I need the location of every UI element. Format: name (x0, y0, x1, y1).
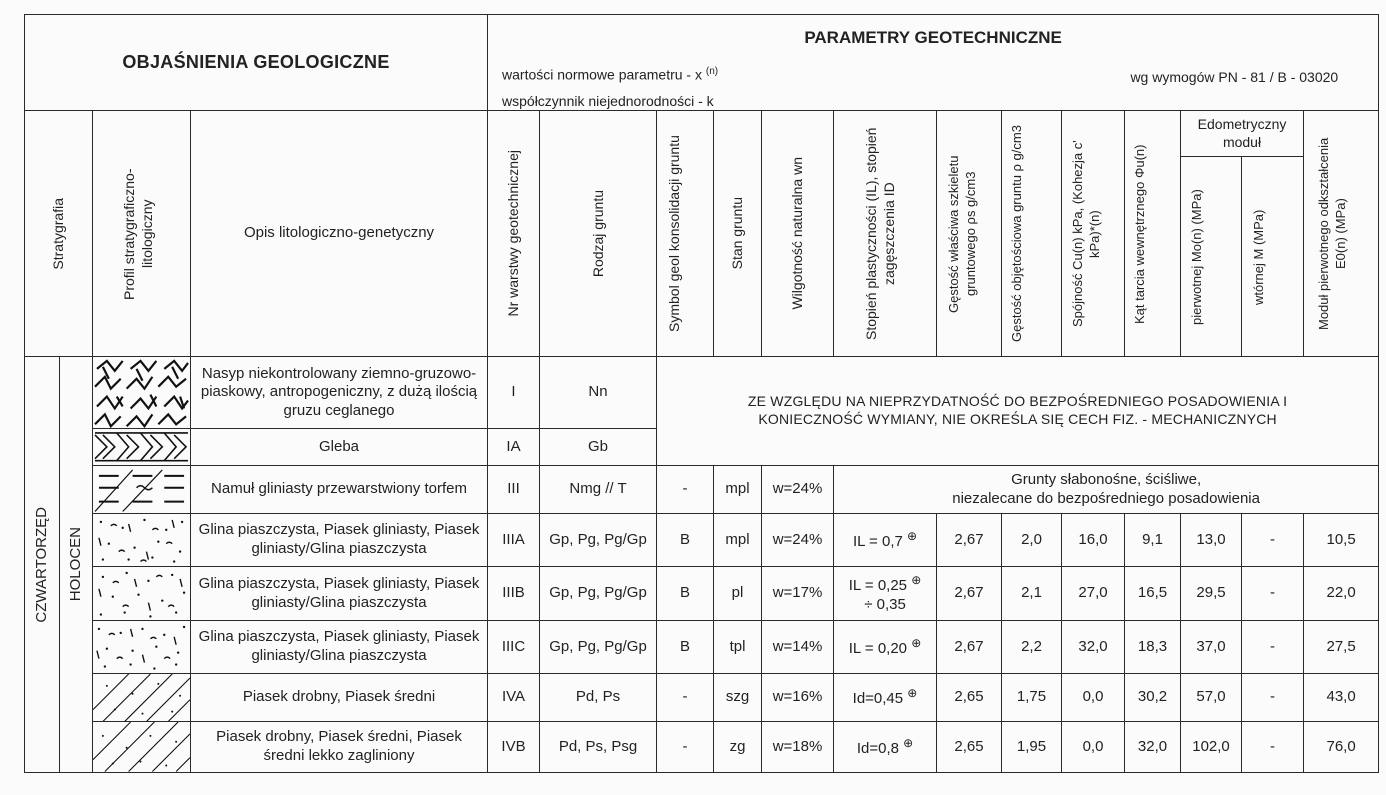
layer-description: Piasek drobny, Piasek średni (191, 673, 488, 722)
profile-pattern-silt-peat (93, 465, 191, 514)
friction-value: 16,5 (1125, 566, 1181, 620)
soil-state: pl (714, 566, 762, 620)
layer-description: Nasyp niekontrolowany ziemno-gruzowo-piaskowy, antropogeniczny, z dużą ilością gruzu ceglanego (191, 357, 488, 429)
column-header-row (25, 111, 1379, 157)
col-plasticity: Stopień plastyczności (IL), stopień zagęszczenia ID (834, 111, 937, 357)
density-s-value: 2,67 (937, 514, 1002, 566)
col-friction: Kąt tarcia wewnętrznego Φu(n) (1125, 111, 1181, 357)
profile-pattern-clay-sand (93, 621, 191, 673)
density-value: 1,95 (1002, 722, 1062, 772)
explanations-title: OBJAŚNIENIA GEOLOGICZNE (25, 15, 488, 111)
modulus-e0-value: 43,0 (1304, 673, 1379, 722)
friction-value: 9,1 (1125, 514, 1181, 566)
density-value: 2,0 (1002, 514, 1062, 566)
plasticity-value: IL = 0,20 ⊕ (834, 621, 937, 673)
consolidation-symbol: - (657, 673, 714, 722)
oplus-icon: ⊕ (907, 686, 918, 701)
layer-description: Glina piaszczysta, Piasek gliniasty, Piasek gliniasty/Glina piaszczysta (191, 566, 488, 620)
soil-type: Nn (540, 357, 657, 429)
layer-number: III (488, 465, 540, 514)
cohesion-value: 16,0 (1062, 514, 1125, 566)
fill-note: ZE WZGLĘDU NA NIEPRZYDATNOŚĆ DO BEZPOŚREDNIEGO POSADOWIENIA I KONIECZNOŚĆ WYMIANY, NIE OKREŚLA SIĘ CECH FIZ. - MECHANICZNYCH (657, 357, 1379, 466)
soil-type: Gp, Pg, Pg/Gp (540, 621, 657, 673)
layer-description: Piasek drobny, Piasek średni, Piasek średni lekko zagliniony (191, 722, 488, 772)
profile-pattern-clay-sand (93, 566, 191, 620)
profile-pattern-fill (93, 357, 191, 429)
modulus-e0-value: 10,5 (1304, 514, 1379, 566)
col-description: Opis litologiczno-genetyczny (191, 111, 488, 357)
table-row (25, 465, 1379, 514)
plasticity-value: Id=0,8 ⊕ (834, 722, 937, 772)
moisture-value: w=18% (762, 722, 834, 772)
table-row (25, 357, 1379, 429)
layer-number: IA (488, 429, 540, 466)
profile-pattern-sand (93, 722, 191, 772)
friction-value: 32,0 (1125, 722, 1181, 772)
oplus-icon: ⊕ (903, 735, 914, 750)
table-row (25, 673, 1379, 722)
parameters-title: PARAMETRY GEOTECHNICZNE (804, 28, 1062, 47)
normative-values-line: wartości normowe parametru - x $^{(n)}$ (502, 66, 719, 83)
soil-state: tpl (714, 621, 762, 673)
consolidation-symbol: B (657, 514, 714, 566)
friction-value: 30,2 (1125, 673, 1181, 722)
header-row (25, 15, 1379, 111)
moisture-value: w=16% (762, 673, 834, 722)
table-row (25, 722, 1379, 772)
oed-primary-value: 29,5 (1181, 566, 1242, 620)
col-state: Stan gruntu (714, 111, 762, 357)
col-modulus-e0: Moduł pierwotnego odkształcenia E0(n) (MPa) (1304, 111, 1379, 357)
col-cohesion: Spójność Cu(n) kPa, (Kohezja c' kPa)*(n) (1062, 111, 1125, 357)
plasticity-value: IL = 0,25 ⊕ ÷ 0,35 (834, 566, 937, 620)
oed-primary-value: 57,0 (1181, 673, 1242, 722)
oplus-icon: ⊕ (911, 572, 922, 587)
layer-description: Glina piaszczysta, Piasek gliniasty, Piasek gliniasty/Glina piaszczysta (191, 514, 488, 566)
oplus-icon: ⊕ (907, 528, 918, 543)
density-s-value: 2,65 (937, 673, 1002, 722)
density-value: 2,2 (1002, 621, 1062, 673)
soil-type: Nmg // T (540, 465, 657, 514)
heterogeneity-line: współczynnik niejednorodności - k (502, 93, 714, 109)
modulus-e0-value: 22,0 (1304, 566, 1379, 620)
density-value: 1,75 (1002, 673, 1062, 722)
consolidation-symbol: - (657, 465, 714, 514)
soil-type: Pd, Ps, Psg (540, 722, 657, 772)
oed-primary-value: 37,0 (1181, 621, 1242, 673)
soil-state: mpl (714, 465, 762, 514)
layer-number: I (488, 357, 540, 429)
parameters-header (488, 15, 1379, 111)
density-s-value: 2,67 (937, 621, 1002, 673)
col-soil-type: Rodzaj gruntu (540, 111, 657, 357)
moisture-value: w=14% (762, 621, 834, 673)
layer-number: IVA (488, 673, 540, 722)
epoch-cell: HOLOCEN (60, 357, 93, 773)
soil-state: zg (714, 722, 762, 772)
consolidation-symbol: - (657, 722, 714, 772)
col-oed-secondary: wtórnej M (MPa) (1242, 157, 1304, 357)
cohesion-value: 0,0 (1062, 673, 1125, 722)
soil-type: Pd, Ps (540, 673, 657, 722)
profile-pattern-clay-sand (93, 514, 191, 566)
col-stratigraphy: Stratygrafia (25, 111, 93, 357)
col-moisture: Wilgotność naturalna wn (762, 111, 834, 357)
profile-pattern-topsoil (93, 429, 191, 466)
layer-number: IIIC (488, 621, 540, 673)
col-layer-no: Nr warstwy geotechnicznej (488, 111, 540, 357)
oed-primary-value: 13,0 (1181, 514, 1242, 566)
soil-type: Gp, Pg, Pg/Gp (540, 514, 657, 566)
density-s-value: 2,65 (937, 722, 1002, 772)
moisture-value: w=24% (762, 514, 834, 566)
oed-secondary-value: - (1242, 673, 1304, 722)
col-density-s: Gęstość właściwa szkieletu gruntowego ρs g/cm3 (937, 111, 1002, 357)
modulus-e0-value: 76,0 (1304, 722, 1379, 772)
modulus-e0-value: 27,5 (1304, 621, 1379, 673)
oed-secondary-value: - (1242, 722, 1304, 772)
layer-number: IIIA (488, 514, 540, 566)
oed-secondary-value: - (1242, 514, 1304, 566)
layer-number: IIIB (488, 566, 540, 620)
profile-pattern-sand (93, 673, 191, 722)
col-density-bulk: Gęstość objętościowa gruntu ρ g/cm3 (1002, 111, 1062, 357)
oplus-icon: ⊕ (911, 635, 922, 650)
soil-type: Gb (540, 429, 657, 466)
oed-primary-value: 102,0 (1181, 722, 1242, 772)
layer-number: IVB (488, 722, 540, 772)
col-oed-primary: pierwotnej Mo(n) (MPa) (1181, 157, 1242, 357)
col-oedometric: Edometryczny moduł (1181, 111, 1304, 157)
table-row (25, 621, 1379, 673)
plasticity-value: Id=0,45 ⊕ (834, 673, 937, 722)
plasticity-value: IL = 0,7 ⊕ (834, 514, 937, 566)
col-profile: Profil stratygraficzno-litologiczny (93, 111, 191, 357)
soil-state: mpl (714, 514, 762, 566)
friction-value: 18,3 (1125, 621, 1181, 673)
moisture-value: w=24% (762, 465, 834, 514)
weak-soil-note: Grunty słabonośne, ściśliwe, niezalecane do bezpośredniego posadowienia (834, 465, 1379, 514)
cohesion-value: 27,0 (1062, 566, 1125, 620)
cohesion-value: 32,0 (1062, 621, 1125, 673)
soil-type: Gp, Pg, Pg/Gp (540, 566, 657, 620)
oed-secondary-value: - (1242, 566, 1304, 620)
table-row (25, 566, 1379, 620)
moisture-value: w=17% (762, 566, 834, 620)
cohesion-value: 0,0 (1062, 722, 1125, 772)
era-cell: CZWARTORZĘD (25, 357, 60, 773)
layer-description: Namuł gliniasty przewarstwiony torfem (191, 465, 488, 514)
layer-description: Glina piaszczysta, Piasek gliniasty, Piasek gliniasty/Glina piaszczysta (191, 621, 488, 673)
density-value: 2,1 (1002, 566, 1062, 620)
density-s-value: 2,67 (937, 566, 1002, 620)
consolidation-symbol: B (657, 621, 714, 673)
soil-state: szg (714, 673, 762, 722)
layer-description: Gleba (191, 429, 488, 466)
geotechnical-table (24, 14, 1379, 773)
oed-secondary-value: - (1242, 621, 1304, 673)
standard-reference: wg wymogów PN - 81 / B - 03020 (1130, 69, 1339, 85)
col-consolidation: Symbol geol konsolidacji gruntu (657, 111, 714, 357)
consolidation-symbol: B (657, 566, 714, 620)
table-row (25, 514, 1379, 566)
